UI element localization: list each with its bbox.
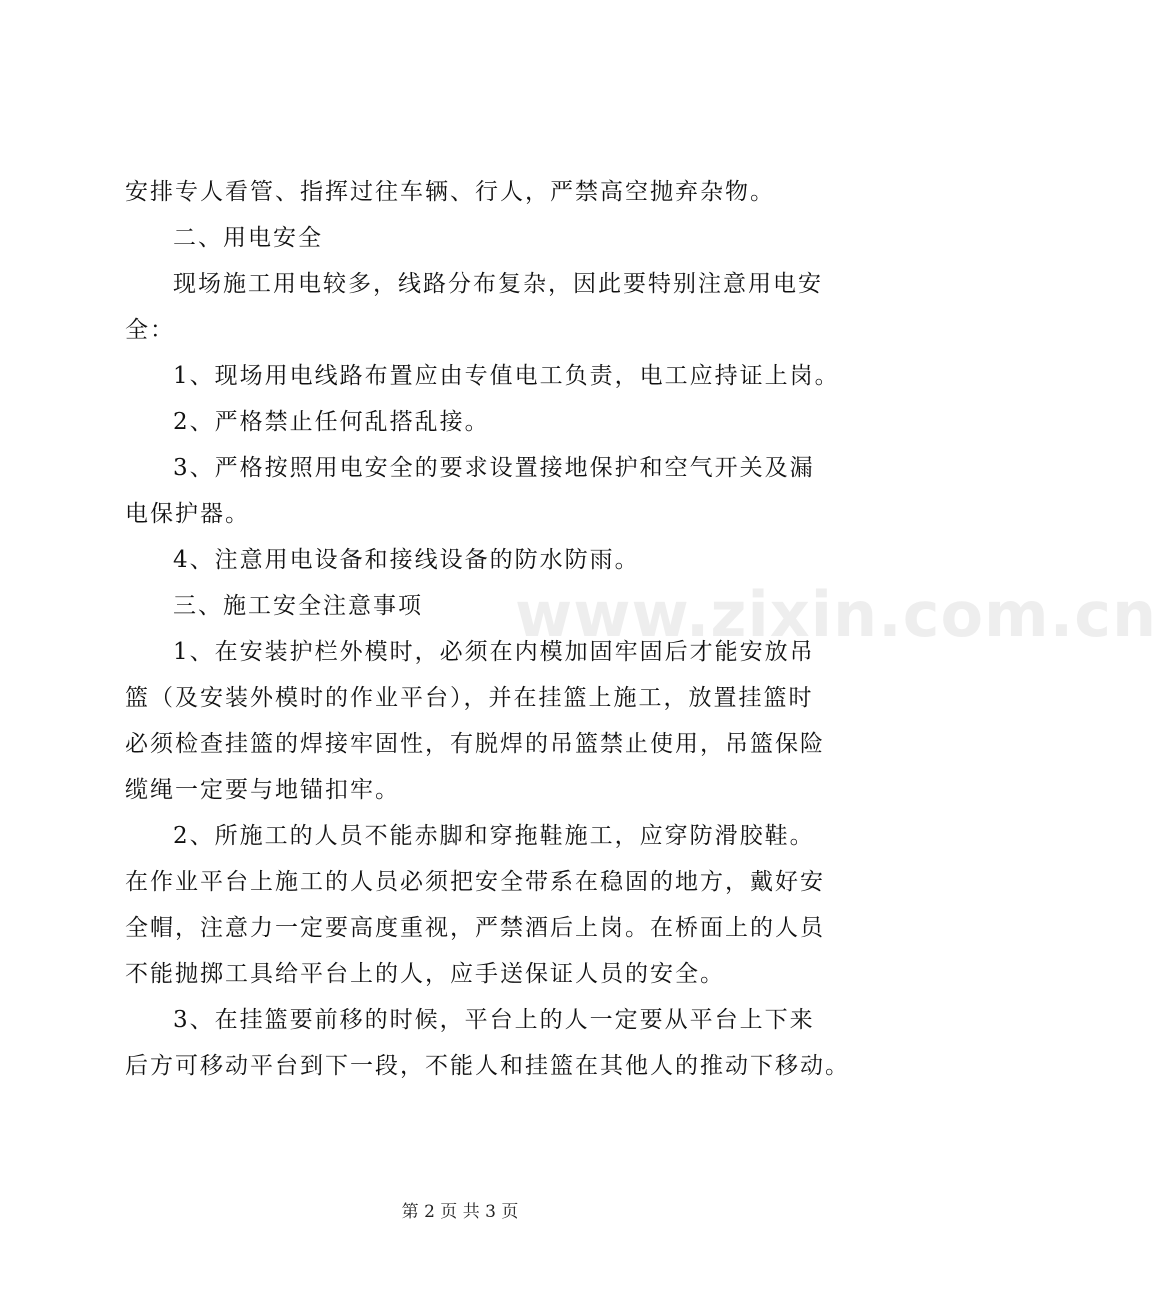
page-footer: 第 2 页 共 3 页 bbox=[401, 1202, 519, 1222]
list-item: 4、注意用电设备和接线设备的防水防雨。 bbox=[173, 547, 640, 573]
paragraph-line: 全： bbox=[125, 317, 175, 343]
section-heading: 三、施工安全注意事项 bbox=[173, 593, 423, 619]
section-heading: 二、用电安全 bbox=[173, 225, 323, 251]
list-item: 2、所施工的人员不能赤脚和穿拖鞋施工，应穿防滑胶鞋。 bbox=[173, 823, 815, 849]
paragraph-line: 在作业平台上施工的人员必须把安全带系在稳固的地方，戴好安 bbox=[125, 869, 825, 895]
paragraph-line: 电保护器。 bbox=[125, 501, 250, 527]
paragraph-line: 篮（及安装外模时的作业平台），并在挂篮上施工，放置挂篮时 bbox=[125, 685, 814, 711]
paragraph-line: 不能抛掷工具给平台上的人，应手送保证人员的安全。 bbox=[125, 961, 725, 987]
paragraph-line: 缆绳一定要与地锚扣牢。 bbox=[125, 777, 400, 803]
paragraph-line: 全帽，注意力一定要高度重视，严禁酒后上岗。在桥面上的人员 bbox=[125, 915, 825, 941]
list-item: 3、在挂篮要前移的时候，平台上的人一定要从平台上下来 bbox=[173, 1007, 815, 1033]
paragraph-line: 后方可移动平台到下一段，不能人和挂篮在其他人的推动下移动。 bbox=[125, 1053, 850, 1079]
list-item: 1、在安装护栏外模时，必须在内模加固牢固后才能安放吊 bbox=[173, 639, 815, 665]
list-item: 1、现场用电线路布置应由专值电工负责，电工应持证上岗。 bbox=[173, 363, 840, 389]
list-item: 2、严格禁止任何乱搭乱接。 bbox=[173, 409, 490, 435]
paragraph-line: 必须检查挂篮的焊接牢固性，有脱焊的吊篮禁止使用，吊篮保险 bbox=[125, 731, 825, 757]
list-item: 3、严格按照用电安全的要求设置接地保护和空气开关及漏 bbox=[173, 455, 815, 481]
paragraph-line: 安排专人看管、指挥过往车辆、行人，严禁高空抛弃杂物。 bbox=[125, 179, 775, 205]
paragraph-line: 现场施工用电较多，线路分布复杂，因此要特别注意用电安 bbox=[173, 271, 823, 297]
watermark: www.zixin.com.cn bbox=[515, 578, 1157, 651]
